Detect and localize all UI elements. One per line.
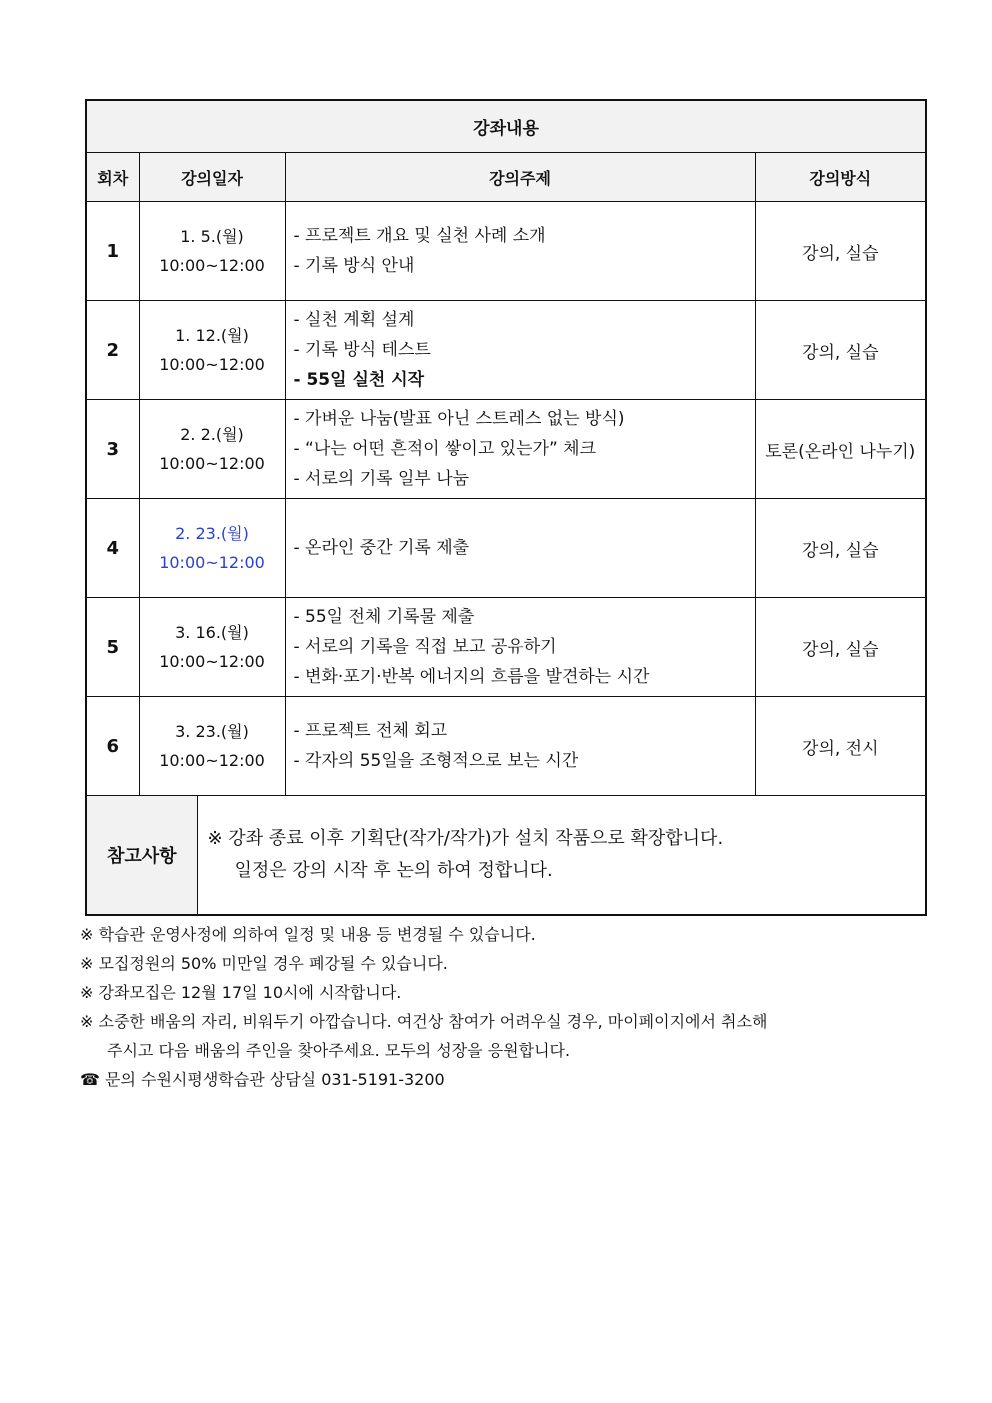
table-row xyxy=(86,301,926,400)
session-number: 1 xyxy=(86,202,139,301)
session-method: 강의, 실습 xyxy=(755,202,926,301)
time-text: 10:00~12:00 xyxy=(159,454,265,473)
date-text: 3. 23.(월) xyxy=(175,722,249,741)
time-text: 10:00~12:00 xyxy=(159,256,265,275)
footnote-contact: ☎ 문의 수원시평생학습관 상담실 031-5191-3200 xyxy=(80,1070,445,1089)
note-text xyxy=(197,796,926,916)
table-row xyxy=(86,202,926,301)
session-date xyxy=(139,400,285,499)
topic-item: - 온라인 중간 기록 제출 xyxy=(293,538,470,558)
table-row xyxy=(86,697,926,796)
session-date xyxy=(139,697,285,796)
topic-item: - 변화·포기·반복 에너지의 흐름을 발견하는 시간 xyxy=(293,667,650,687)
date-text: 1. 5.(월) xyxy=(180,227,244,246)
time-text: 10:00~12:00 xyxy=(159,652,265,671)
topic-item: - 기록 방식 테스트 xyxy=(293,340,431,360)
session-date xyxy=(139,598,285,697)
footnotes xyxy=(80,920,930,1094)
session-number: 6 xyxy=(86,697,139,796)
topic-item: - “나는 어떤 흔적이 쌓이고 있는가” 체크 xyxy=(293,439,597,459)
footnote-withdrawal: ※ 소중한 배움의 자리, 비워두기 아깝습니다. 여건상 참여가 어려우실 경우, 마이페이지에서 취소해 xyxy=(80,1012,768,1031)
session-number: 4 xyxy=(86,499,139,598)
session-topics xyxy=(285,400,755,499)
date-text: 2. 2.(월) xyxy=(180,425,244,444)
session-topics xyxy=(285,598,755,697)
topic-item: - 서로의 기록을 직접 보고 공유하기 xyxy=(293,637,557,657)
session-topics xyxy=(285,301,755,400)
topic-item: - 서로의 기록 일부 나눔 xyxy=(293,469,470,489)
session-number: 2 xyxy=(86,301,139,400)
footnote-schedule-change: ※ 학습관 운영사정에 의하여 일정 및 내용 등 변경될 수 있습니다. xyxy=(80,925,536,944)
time-text: 10:00~12:00 xyxy=(159,751,265,770)
footnote-registration: ※ 강좌모집은 12월 17일 10시에 시작합니다. xyxy=(80,983,402,1002)
session-number: 5 xyxy=(86,598,139,697)
header-topic: 강의주제 xyxy=(285,153,755,202)
session-topics xyxy=(285,499,755,598)
schedule-table xyxy=(85,99,927,916)
session-method: 강의, 전시 xyxy=(755,697,926,796)
topic-item: - 각자의 55일을 조형적으로 보는 시간 xyxy=(293,751,579,771)
session-date xyxy=(139,202,285,301)
topic-item: - 기록 방식 안내 xyxy=(293,256,415,276)
header-no: 회차 xyxy=(86,153,139,202)
time-text: 10:00~12:00 xyxy=(159,355,265,374)
session-number: 3 xyxy=(86,400,139,499)
note-line-2: 일정은 강의 시작 후 논의 하여 정합니다. xyxy=(234,860,553,881)
table-row xyxy=(86,499,926,598)
table-row xyxy=(86,598,926,697)
session-method: 토론(온라인 나누기) xyxy=(755,400,926,499)
note-label: 참고사항 xyxy=(86,796,197,916)
footnote-withdrawal-cont: 주시고 다음 배움의 주인을 찾아주세요. 모두의 성장을 응원합니다. xyxy=(107,1041,571,1060)
date-text: 1. 12.(월) xyxy=(175,326,249,345)
session-method: 강의, 실습 xyxy=(755,598,926,697)
time-text: 10:00~12:00 xyxy=(159,553,265,572)
topic-item: - 55일 전체 기록물 제출 xyxy=(293,607,475,627)
date-text: 2. 23.(월) xyxy=(175,524,249,543)
topic-item-highlight: - 55일 실천 시작 xyxy=(293,370,425,390)
table-title: 강좌내용 xyxy=(86,100,926,153)
session-topics xyxy=(285,697,755,796)
date-text: 3. 16.(월) xyxy=(175,623,249,642)
table-row xyxy=(86,400,926,499)
header-method: 강의방식 xyxy=(755,153,926,202)
note-row xyxy=(86,796,926,916)
session-method: 강의, 실습 xyxy=(755,499,926,598)
session-topics xyxy=(285,202,755,301)
topic-item: - 가벼운 나눔(발표 아닌 스트레스 없는 방식) xyxy=(293,409,625,429)
session-date xyxy=(139,499,285,598)
topic-item: - 프로젝트 개요 및 실천 사례 소개 xyxy=(293,226,546,246)
session-method: 강의, 실습 xyxy=(755,301,926,400)
session-date xyxy=(139,301,285,400)
header-date: 강의일자 xyxy=(139,153,285,202)
note-line-1: ※ 강좌 종료 이후 기획단(작가/작가)가 설치 작품으로 확장합니다. xyxy=(207,828,724,849)
topic-item: - 실천 계획 설계 xyxy=(293,310,415,330)
footnote-cancellation: ※ 모집정원의 50% 미만일 경우 폐강될 수 있습니다. xyxy=(80,954,448,973)
topic-item: - 프로젝트 전체 회고 xyxy=(293,721,448,741)
